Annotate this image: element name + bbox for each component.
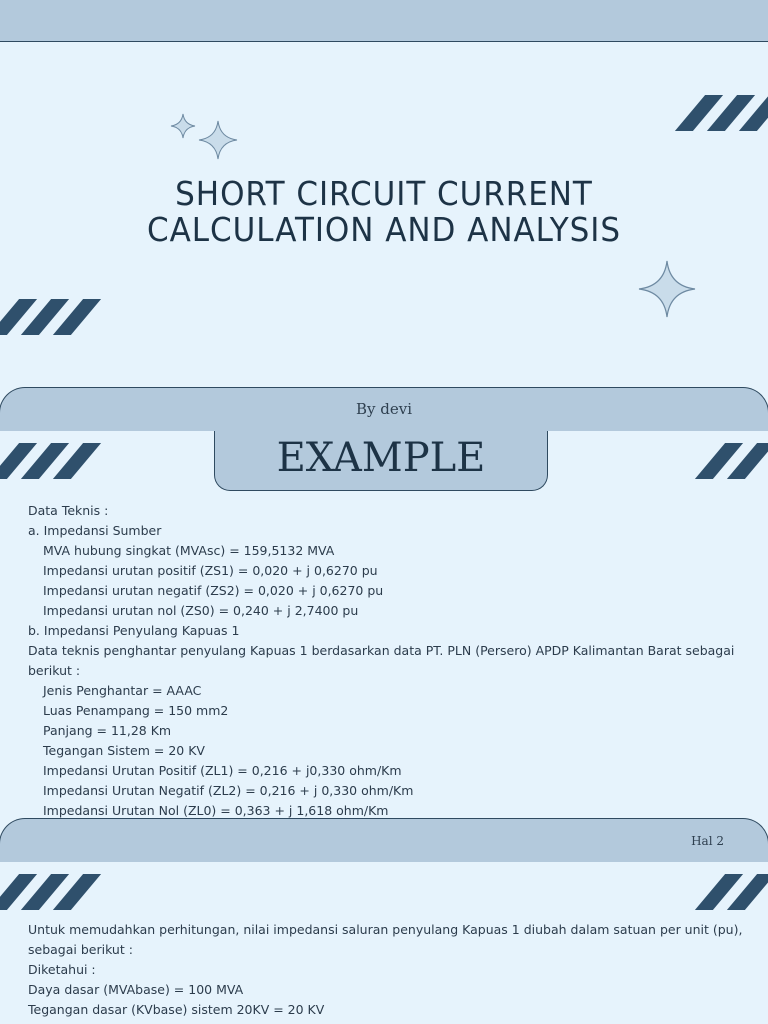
stripe-decoration [700,443,768,479]
text-line: Impedansi urutan negatif (ZS2) = 0,020 + j 0,6270 pu [43,583,384,598]
text-line: b. Impedansi Penyulang Kapuas 1 [28,623,240,638]
text-line: Impedansi urutan positif (ZS1) = 0,020 + j 0,6270 pu [43,563,378,578]
text-line: MVA hubung singkat (MVAsc) = 159,5132 MVA [43,543,335,558]
text-line: Luas Penampang = 150 mm2 [43,703,229,718]
cover-page [0,0,768,431]
text-line: Impedansi Urutan Positif (ZL1) = 0,216 + j0,330 ohm/Km [43,763,402,778]
text-line: Untuk memudahkan perhitungan, nilai impedansi saluran penyulang Kapuas 1 diubah dalam satuan per unit (pu), sebagai berikut : [28,922,743,957]
text-line: Panjang = 11,28 Km [43,723,172,738]
per-unit-text [28,920,748,1020]
text-line: Data Teknis : [28,503,109,518]
section-heading-tab [214,431,548,491]
stripe-decoration [700,874,768,910]
text-line: Tegangan Sistem = 20 KV [43,743,205,758]
stripe-decoration [680,95,768,131]
stripe-decoration [0,874,100,910]
example-page [0,431,768,862]
text-line: Data teknis penghantar penyulang Kapuas 1 berdasarkan data PT. PLN (Persero) APDP Kalimantan Barat sebagai berikut : [28,643,735,678]
text-line: Diketahui : [28,962,96,977]
stripe-decoration [0,443,100,479]
sparkle-icon [198,120,238,160]
top-band [0,0,768,42]
sparkle-icon [638,260,696,318]
text-line: Daya dasar (MVAbase) = 100 MVA [28,982,244,997]
bottom-band [0,818,768,862]
section-heading: EXAMPLE [276,435,486,481]
text-line: Jenis Penghantar = AAAC [43,683,202,698]
technical-data-text [28,501,748,821]
text-line: Impedansi urutan nol (ZS0) = 0,240 + j 2,7400 pu [43,603,359,618]
title-line-2: CALCULATION AND ANALYSIS [147,210,621,249]
continuation-page [0,862,768,1024]
text-line: Tegangan dasar (KVbase) sistem 20KV = 20 KV [28,1002,325,1017]
sparkle-icon [170,113,196,139]
stripe-decoration [0,299,100,335]
text-line: Impedansi Urutan Nol (ZL0) = 0,363 + j 1,618 ohm/Km [43,803,389,818]
text-line: a. Impedansi Sumber [28,523,162,538]
page-number: Hal 2 [691,834,724,848]
text-line: Impedansi Urutan Negatif (ZL2) = 0,216 + j 0,330 ohm/Km [43,783,414,798]
author-byline: By devi [355,400,412,418]
title-line-1: SHORT CIRCUIT CURRENT [175,174,593,213]
document-title [23,176,745,248]
